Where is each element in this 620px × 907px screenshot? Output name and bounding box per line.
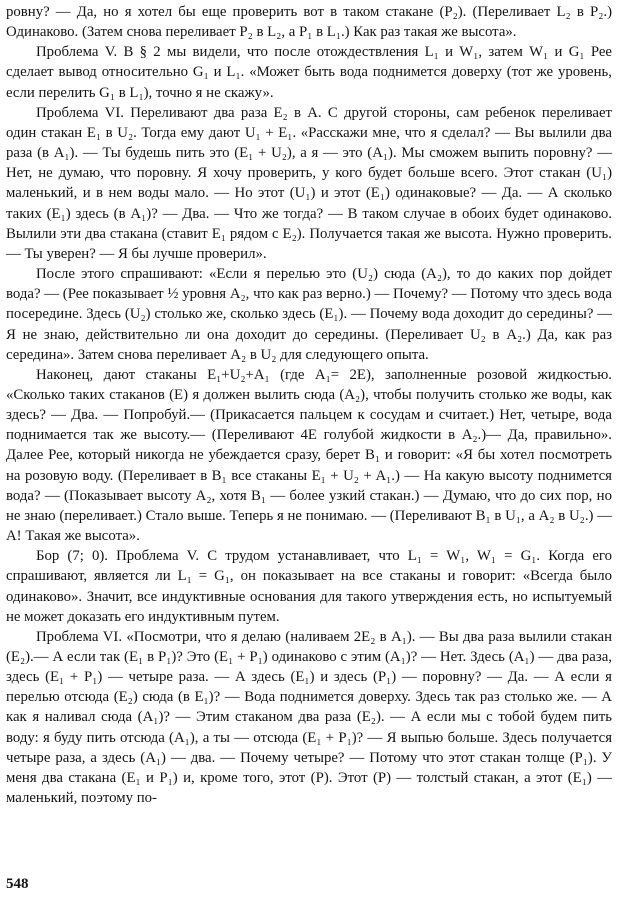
paragraph: Проблема V. В § 2 мы видели, что после отождествления L₁ и W₁, затем W₁ и G₁ Рее сделает вывод относительно G₁ и L₁. «Может быть вода поднимется доверху (тот же уровень, если перелить G₁ в L₁), точно я не скажу».	[6, 44, 612, 101]
paragraph: Бор (7; 0). Проблема V. С трудом устанавливает, что L₁ = W₁, W₁ = G₁. Когда его спрашивают, является ли L₁ = G₁, он показывает на все стаканы и говорит: «Всегда было одинаково». Значит, все индуктивные основания для такого утверждения есть, но испытуемый не может доказать его индуктивным путем.	[6, 548, 612, 625]
paragraph: Проблема VI. Переливают два раза E₂ в A. С другой стороны, сам ребенок переливает один стакан E₁ в U₂. Тогда ему дают U₁ + E₁. «Расскажи мне, что я сделал? — Вы вылили два раза (в A₁). — Ты будешь пить это (E₁ + U₂), а я — это (A₁). Мы сможем выпить поровну? — Нет, не думаю, что поровну. Я хочу проверить, у кого будет больше всего. Этот стакан (U₁) маленький, и в нем воды мало. — Но этот (U₁) и этот (E₁) одинаковые? — Да. — А сколько таких (E₁) здесь (в A₁)? — Два. — Что же тогда? — В таком случае в обоих будет одинаково. Вылили эти два стакана (ставит E₁ рядом с E₂). Получается такая же высота. Нужно проверить.— Ты уверен? — Я бы лучше проверил».	[6, 104, 612, 262]
page-number: 548	[6, 876, 29, 892]
paragraph: ровну? — Да, но я хотел бы еще проверить вот в таком стакане (P₂). (Переливает L₂ в P₂.) Одинаково. (Затем снова переливает P₂ в L₂, а P₁ в L₁.) Как раз такая же высота».	[6, 4, 612, 41]
page-body	[6, 2, 612, 808]
paragraph: После этого спрашивают: «Если я перелью это (U₂) сюда (A₂), то до каких пор дойдет вода? — (Рее показывает ½ уровня A₂, что как раз верно.) — Почему? — Потому что здесь вода посередине. Здесь (U₂) столько же, сколько здесь (E₁). — Почему вода доходит до середины? — Я не знаю, действительно ли она доходит до середины. (Переливает U₂ в A₂.) Да, как раз середина». Затем снова переливает A₂ в U₂ для следующего опыта.	[6, 266, 612, 363]
paragraph: Наконец, дают стаканы E₁+U₂+A₁ (где A₁= 2E), заполненные розовой жидкостью. «Сколько таких стаканов (E) я должен вылить сюда (A₂), чтобы получить столько же воды, как здесь? — Два. — Попробуй.— (Прикасается пальцем к сосудам и считает.) Нет, четыре, вода поднимается так же высоту.— (Переливают 4E голубой жидкости в A₂.)— Да, правильно». Далее Рее, который никогда не убеждается сразу, берет B₁ и говорит: «Я бы хотел посмотреть на розовую воду. (Переливает в B₁ все стаканы E₁ + U₂ + A₁.) — На какую высоту поднимется вода? — (Показывает высоту A₂, хотя B₁ — более узкий стакан.) — Думаю, что до сих пор, но не знаю (переливает.) Стало выше. Теперь я не понимаю. — (Переливают B₁ в U₁, а A₂ в U₂.) — А! Такая же высота».	[6, 366, 612, 545]
paragraph: Проблема VI. «Посмотри, что я делаю (наливаем 2E₂ в A₁). — Вы два раза вылили стакан (E₂).— А если так (E₁ в P₁)? Это (E₁ + P₁) одинаково с этим (A₁)? — Нет. Здесь (A₁) — два раза, здесь (E₁ + P₁) — четыре раза. — А здесь (E₁) и здесь (P₁) — поровну? — Да. — А если я перелью отсюда (E₂) сюда (в E₁)? — Вода поднимется доверху. Здесь так раз столько же. — А как я наливал сюда (A₁)? — Этим стаканом два раза (E₂). — А если мы с тобой будем пить воду: я буду пить отсюда (A₁), а ты — отсюда (E₁ + P₁)? — Я выпью больше. Здесь получается четыре раза, а здесь (A₁) — два. — Почему четыре? — Потому что этот стакан толще (P₁). У меня два стакана (E₁ и P₁) и, кроме того, этот (P). Этот (P) — толстый стакан, а этот (E₁) — маленький, поэтому по-	[6, 628, 612, 807]
